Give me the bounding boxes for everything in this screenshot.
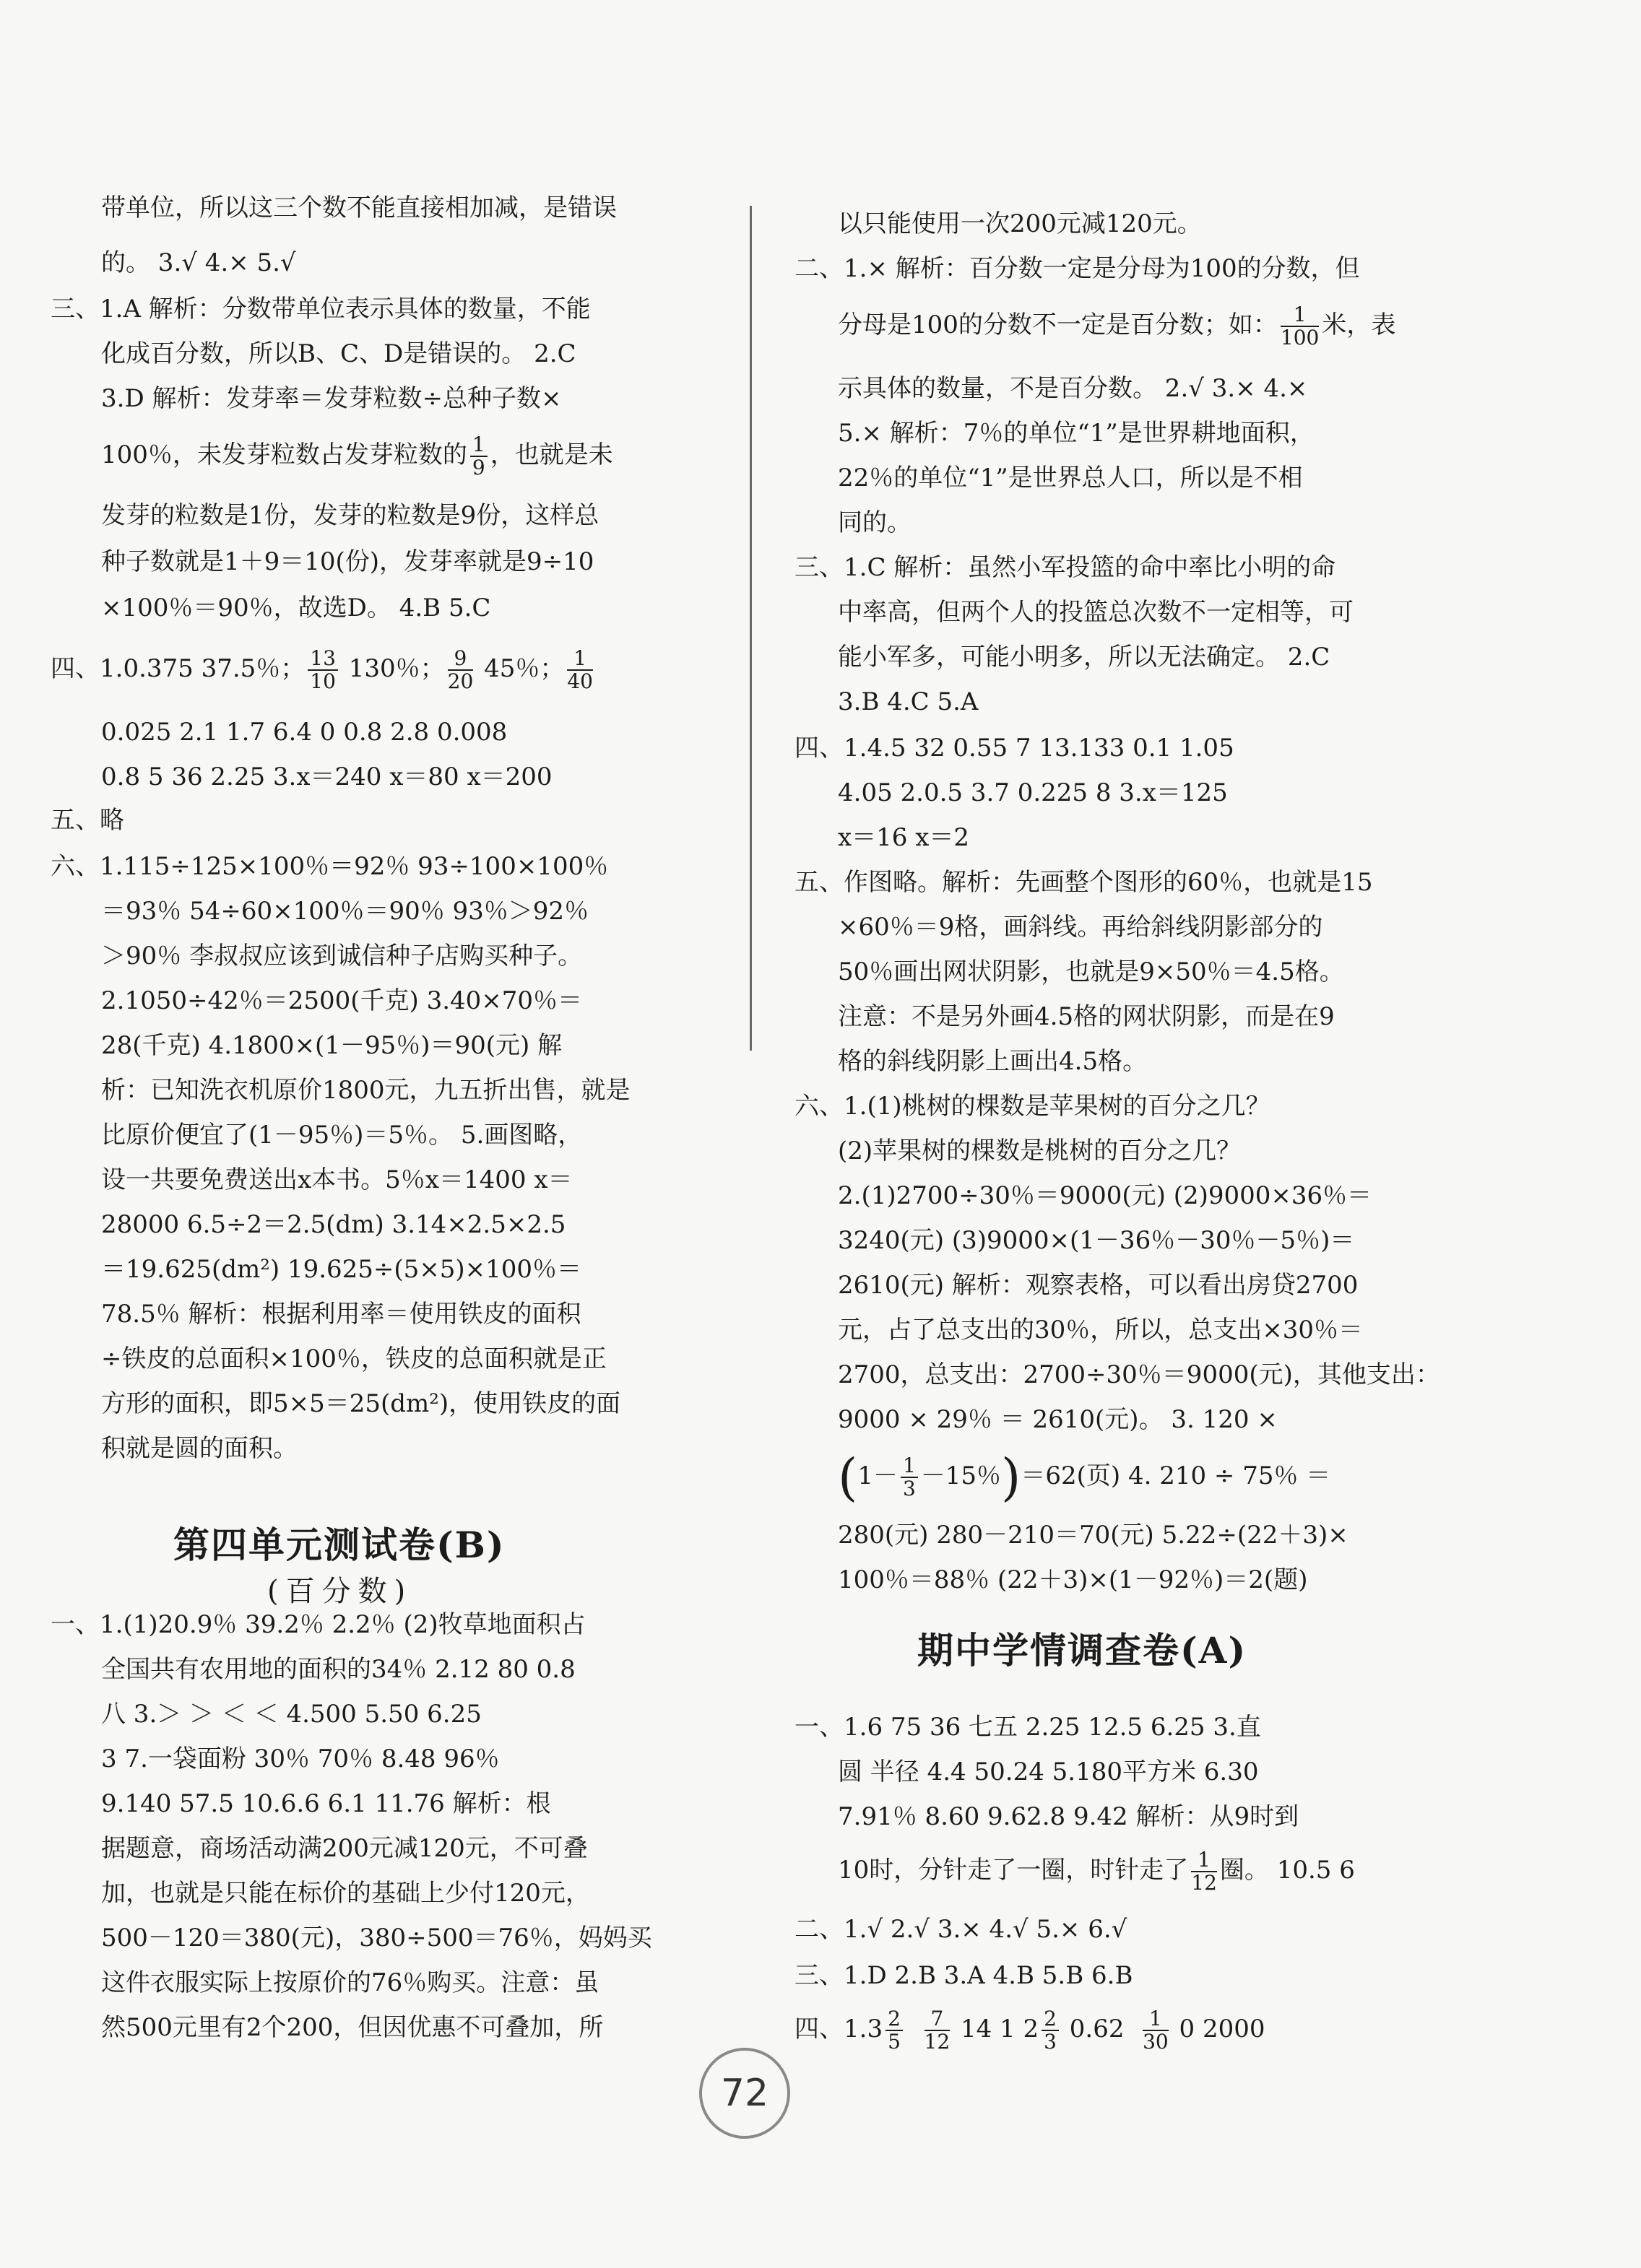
text-line: 280(元) 280－210＝70(元) 5.22÷(22＋3)× [838, 1521, 1348, 1550]
text-segment: 圈。 10.5 6 [1219, 1856, 1355, 1885]
fraction [901, 1455, 918, 1500]
fraction [448, 648, 474, 692]
text-segment: 14 1 2 [953, 2015, 1039, 2043]
denominator: 12 [1191, 1871, 1217, 1895]
section-subtitle: (百分数) [267, 1575, 413, 1608]
numerator: 2 [1042, 2008, 1059, 2031]
denominator: 3 [902, 1477, 916, 1500]
text-line: 3.D 解析：发芽率＝发芽粒数÷总种子数× [101, 384, 562, 413]
text-line: 0.8 5 36 2.25 3.x＝240 x＝80 x＝200 [101, 762, 553, 791]
text-line: 3240(元) (3)9000×(1－36％－30％－5％)＝ [838, 1226, 1355, 1255]
text-line: 一、1.(1)20.9％ 39.2％ 2.2％ (2)牧草地面积占 [51, 1610, 586, 1639]
text-line: 种子数就是1＋9＝10(份)，发芽率就是9÷10 [101, 547, 594, 576]
text-segment: 0.62 [1061, 2015, 1125, 2043]
paren-open: ( [838, 1448, 858, 1507]
text-line: 以只能使用一次200元减120元。 [838, 209, 1202, 238]
text-line: 22％的单位“1”是世界总人口，所以是不相 [838, 464, 1303, 492]
text-line: 注意：不是另外画4.5格的网状阴影，而是在9 [838, 1002, 1335, 1031]
text-line: 能小军多，可能小明多，所以无法确定。 2.C [838, 643, 1330, 672]
text-line: 四、1.4.5 32 0.55 7 13.133 0.1 1.05 [794, 734, 1234, 762]
text-line: 这件衣服实际上按原价的76％购买。注意：虽 [101, 1968, 599, 1997]
text-line: 圆 半径 4.4 50.24 5.180平方米 6.30 [838, 1758, 1259, 1786]
text-segment: 10时，分针走了一圈，时针走了 [838, 1856, 1189, 1885]
text-line: 2.1050÷42％＝2500(千克) 3.40×70％＝ [101, 986, 583, 1015]
text-line: 中率高，但两个人的投篮总次数不一定相等，可 [838, 598, 1354, 627]
text-line: 析：已知洗衣机原价1800元，九五折出售，就是 [101, 1076, 631, 1105]
text-line: ＝93％ 54÷60×100％＝90％ 93％＞92％ [101, 897, 589, 926]
fraction [1143, 2008, 1169, 2053]
numerator: 1 [470, 434, 488, 457]
text-line: ＝19.625(dm²) 19.625÷(5×5)×100％＝ [101, 1255, 582, 1284]
text-line: 然500元里有2个200，但因优惠不可叠加，所 [101, 2013, 604, 2042]
text-line: 积就是圆的面积。 [101, 1434, 298, 1463]
text-segment: 45％； [476, 654, 565, 683]
section-title: 期中学情调查卷(A) [917, 1629, 1247, 1672]
text-line: 50％画出网状阴影，也就是9×50％＝4.5格。 [838, 957, 1344, 986]
text-line-with-fraction [838, 1848, 1355, 1895]
text-line: 元，占了总支出的30％，所以，总支出×30％＝ [838, 1316, 1364, 1344]
text-line: 4.05 2.0.5 3.7 0.225 8 3.x＝125 [838, 778, 1228, 807]
text-line: 加，也就是只能在标价的基础上少付120元， [101, 1879, 590, 1908]
text-line: ÷铁皮的总面积×100％，铁皮的总面积就是正 [101, 1344, 607, 1373]
text-line: 据题意，商场活动满200元减120元，不可叠 [101, 1834, 588, 1863]
text-segment: 四、1.3 [794, 2015, 883, 2043]
text-segment: －15％ [920, 1461, 1002, 1490]
paren-close: ) [1001, 1448, 1021, 1507]
denominator: 3 [1044, 2030, 1057, 2054]
text-line: 3.B 4.C 5.A [838, 687, 979, 716]
fraction [886, 2008, 903, 2053]
fraction [1281, 304, 1319, 349]
text-line: 28000 6.5÷2＝2.5(dm) 3.14×2.5×2.5 [101, 1210, 566, 1239]
text-line-with-fraction [794, 2007, 1265, 2054]
denominator: 5 [888, 2030, 901, 2054]
text-line: 三、1.A 解析：分数带单位表示具体的数量，不能 [51, 295, 591, 323]
denominator: 40 [567, 669, 593, 693]
text-line: 六、1.(1)桃树的棵数是苹果树的百分之几？ [794, 1092, 1270, 1121]
text-line: 同的。 [838, 508, 912, 537]
denominator: 100 [1280, 326, 1320, 349]
text-segment: 四、1.0.375 37.5％； [51, 654, 306, 683]
text-line: 比原价便宜了(1－95％)＝5％。 5.画图略， [101, 1121, 583, 1150]
text-line: 八 3.＞ ＞ ＜ ＜ 4.500 5.50 6.25 [101, 1700, 482, 1729]
text-line: 2700，总支出：2700÷30％＝9000(元)，其他支出： [838, 1360, 1440, 1389]
fraction [470, 434, 488, 479]
numerator: 7 [925, 2008, 951, 2031]
denominator: 12 [924, 2030, 951, 2054]
numerator: 1 [567, 648, 593, 671]
text-line: 格的斜线阴影上画出4.5格。 [838, 1047, 1148, 1076]
text-line: 示具体的数量，不是百分数。 2.√ 3.× 4.× [838, 374, 1308, 403]
numerator: 2 [886, 2008, 903, 2031]
section-title: 第四单元测试卷(B) [173, 1524, 506, 1566]
text-line: 三、1.D 2.B 3.A 4.B 5.B 6.B [794, 1961, 1133, 1990]
text-line: 28(千克) 4.1800×(1－95％)＝90(元) 解 [101, 1031, 563, 1060]
text-line-with-fraction [51, 646, 596, 693]
denominator: 9 [472, 456, 485, 479]
numerator: 1 [901, 1455, 918, 1478]
text-line: 5.× 解析：7％的单位“1”是世界耕地面积， [838, 419, 1315, 448]
text-line: 的。 3.√ 4.× 5.√ [101, 248, 296, 277]
text-line: 一、1.6 75 36 七五 2.25 12.5 6.25 3.直 [794, 1713, 1261, 1742]
text-segment: 分母是100的分数不一定是百分数；如： [838, 310, 1278, 339]
text-line: 7.91％ 8.60 9.62.8 9.42 解析：从9时到 [838, 1802, 1299, 1831]
numerator: 1 [1191, 1849, 1217, 1872]
numerator: 9 [448, 648, 474, 671]
text-line: 带单位，所以这三个数不能直接相加减，是错误 [101, 194, 617, 222]
text-line: 全国共有农用地的面积的34％ 2.12 80 0.8 [101, 1655, 576, 1684]
text-line: (2)苹果树的棵数是桃树的百分之几？ [838, 1137, 1242, 1165]
text-line: 化成百分数，所以B、C、D是错误的。 2.C [101, 339, 576, 368]
text-line: 五、作图略。解析：先画整个图形的60％，也就是15 [794, 868, 1373, 897]
numerator: 1 [1281, 304, 1319, 327]
text-line: 3 7.一袋面粉 30％ 70％ 8.48 96％ [101, 1745, 500, 1773]
text-segment: 1－ [857, 1461, 898, 1490]
page-number: 72 [699, 2048, 790, 2139]
fraction [925, 2008, 951, 2053]
column-divider [750, 206, 752, 1051]
text-line: 9000 × 29％ ＝ 2610(元)。 3. 120 × [838, 1405, 1278, 1434]
text-line: 2.(1)2700÷30％＝9000(元) (2)9000×36％＝ [838, 1181, 1372, 1210]
text-segment: ＝62(页) 4. 210 ÷ 75％ ＝ [1021, 1461, 1331, 1490]
fraction [1191, 1849, 1217, 1894]
text-line: 100％＝88％ (22＋3)×(1－92％)＝2(题) [838, 1565, 1308, 1594]
text-line: 500－120＝380(元)，380÷500＝76％，妈妈买 [101, 1924, 652, 1952]
text-segment: 100％，未发芽粒数占发芽粒数的 [101, 440, 467, 469]
denominator: 10 [310, 669, 336, 693]
fraction [1042, 2008, 1059, 2053]
numerator: 1 [1143, 2008, 1169, 2031]
text-line: x＝16 x＝2 [838, 823, 970, 852]
text-line: 五、略 [51, 806, 124, 835]
text-line: 六、1.115÷125×100％＝92％ 93÷100×100％ [51, 852, 609, 881]
text-line: 二、1.× 解析：百分数一定是分母为100的分数，但 [794, 254, 1360, 283]
text-line: 78.5％ 解析：根据利用率＝使用铁皮的面积 [101, 1300, 581, 1329]
text-segment: 米，表 [1322, 310, 1396, 339]
text-line-with-fraction [838, 303, 1395, 347]
text-line: 设一共要免费送出x本书。5％x＝1400 x＝ [101, 1165, 573, 1194]
text-segment: 130％； [340, 654, 445, 683]
text-line-with-fraction [838, 1448, 1331, 1507]
text-line: 三、1.C 解析：虽然小军投篮的命中率比小明的命 [794, 553, 1336, 582]
text-segment: 0 2000 [1171, 2015, 1265, 2043]
denominator: 20 [447, 669, 474, 693]
text-line: ×100％＝90％，故选D。 4.B 5.C [101, 594, 491, 622]
numerator: 13 [308, 648, 338, 671]
text-line: 0.025 2.1 1.7 6.4 0 0.8 2.8 0.008 [101, 718, 508, 747]
text-line: 二、1.√ 2.√ 3.× 4.√ 5.× 6.√ [794, 1915, 1127, 1944]
text-line: 2610(元) 解析：观察表格，可以看出房贷2700 [838, 1271, 1359, 1300]
denominator: 30 [1143, 2030, 1169, 2054]
fraction [567, 648, 593, 692]
text-line: 方形的面积，即5×5＝25(dm²)，使用铁皮的面 [101, 1389, 621, 1418]
text-line: 9.140 57.5 10.6.6 6.1 11.76 解析：根 [101, 1789, 551, 1818]
text-line: ＞90％ 李叔叔应该到诚信种子店购买种子。 [101, 942, 583, 970]
text-segment: ，也就是未 [490, 440, 613, 469]
text-line: ×60％＝9格，画斜线。再给斜线阴影部分的 [838, 913, 1323, 942]
fraction [308, 648, 338, 692]
text-line-with-fraction [101, 433, 613, 477]
text-line: 发芽的粒数是1份，发芽的粒数是9份，这样总 [101, 501, 599, 530]
